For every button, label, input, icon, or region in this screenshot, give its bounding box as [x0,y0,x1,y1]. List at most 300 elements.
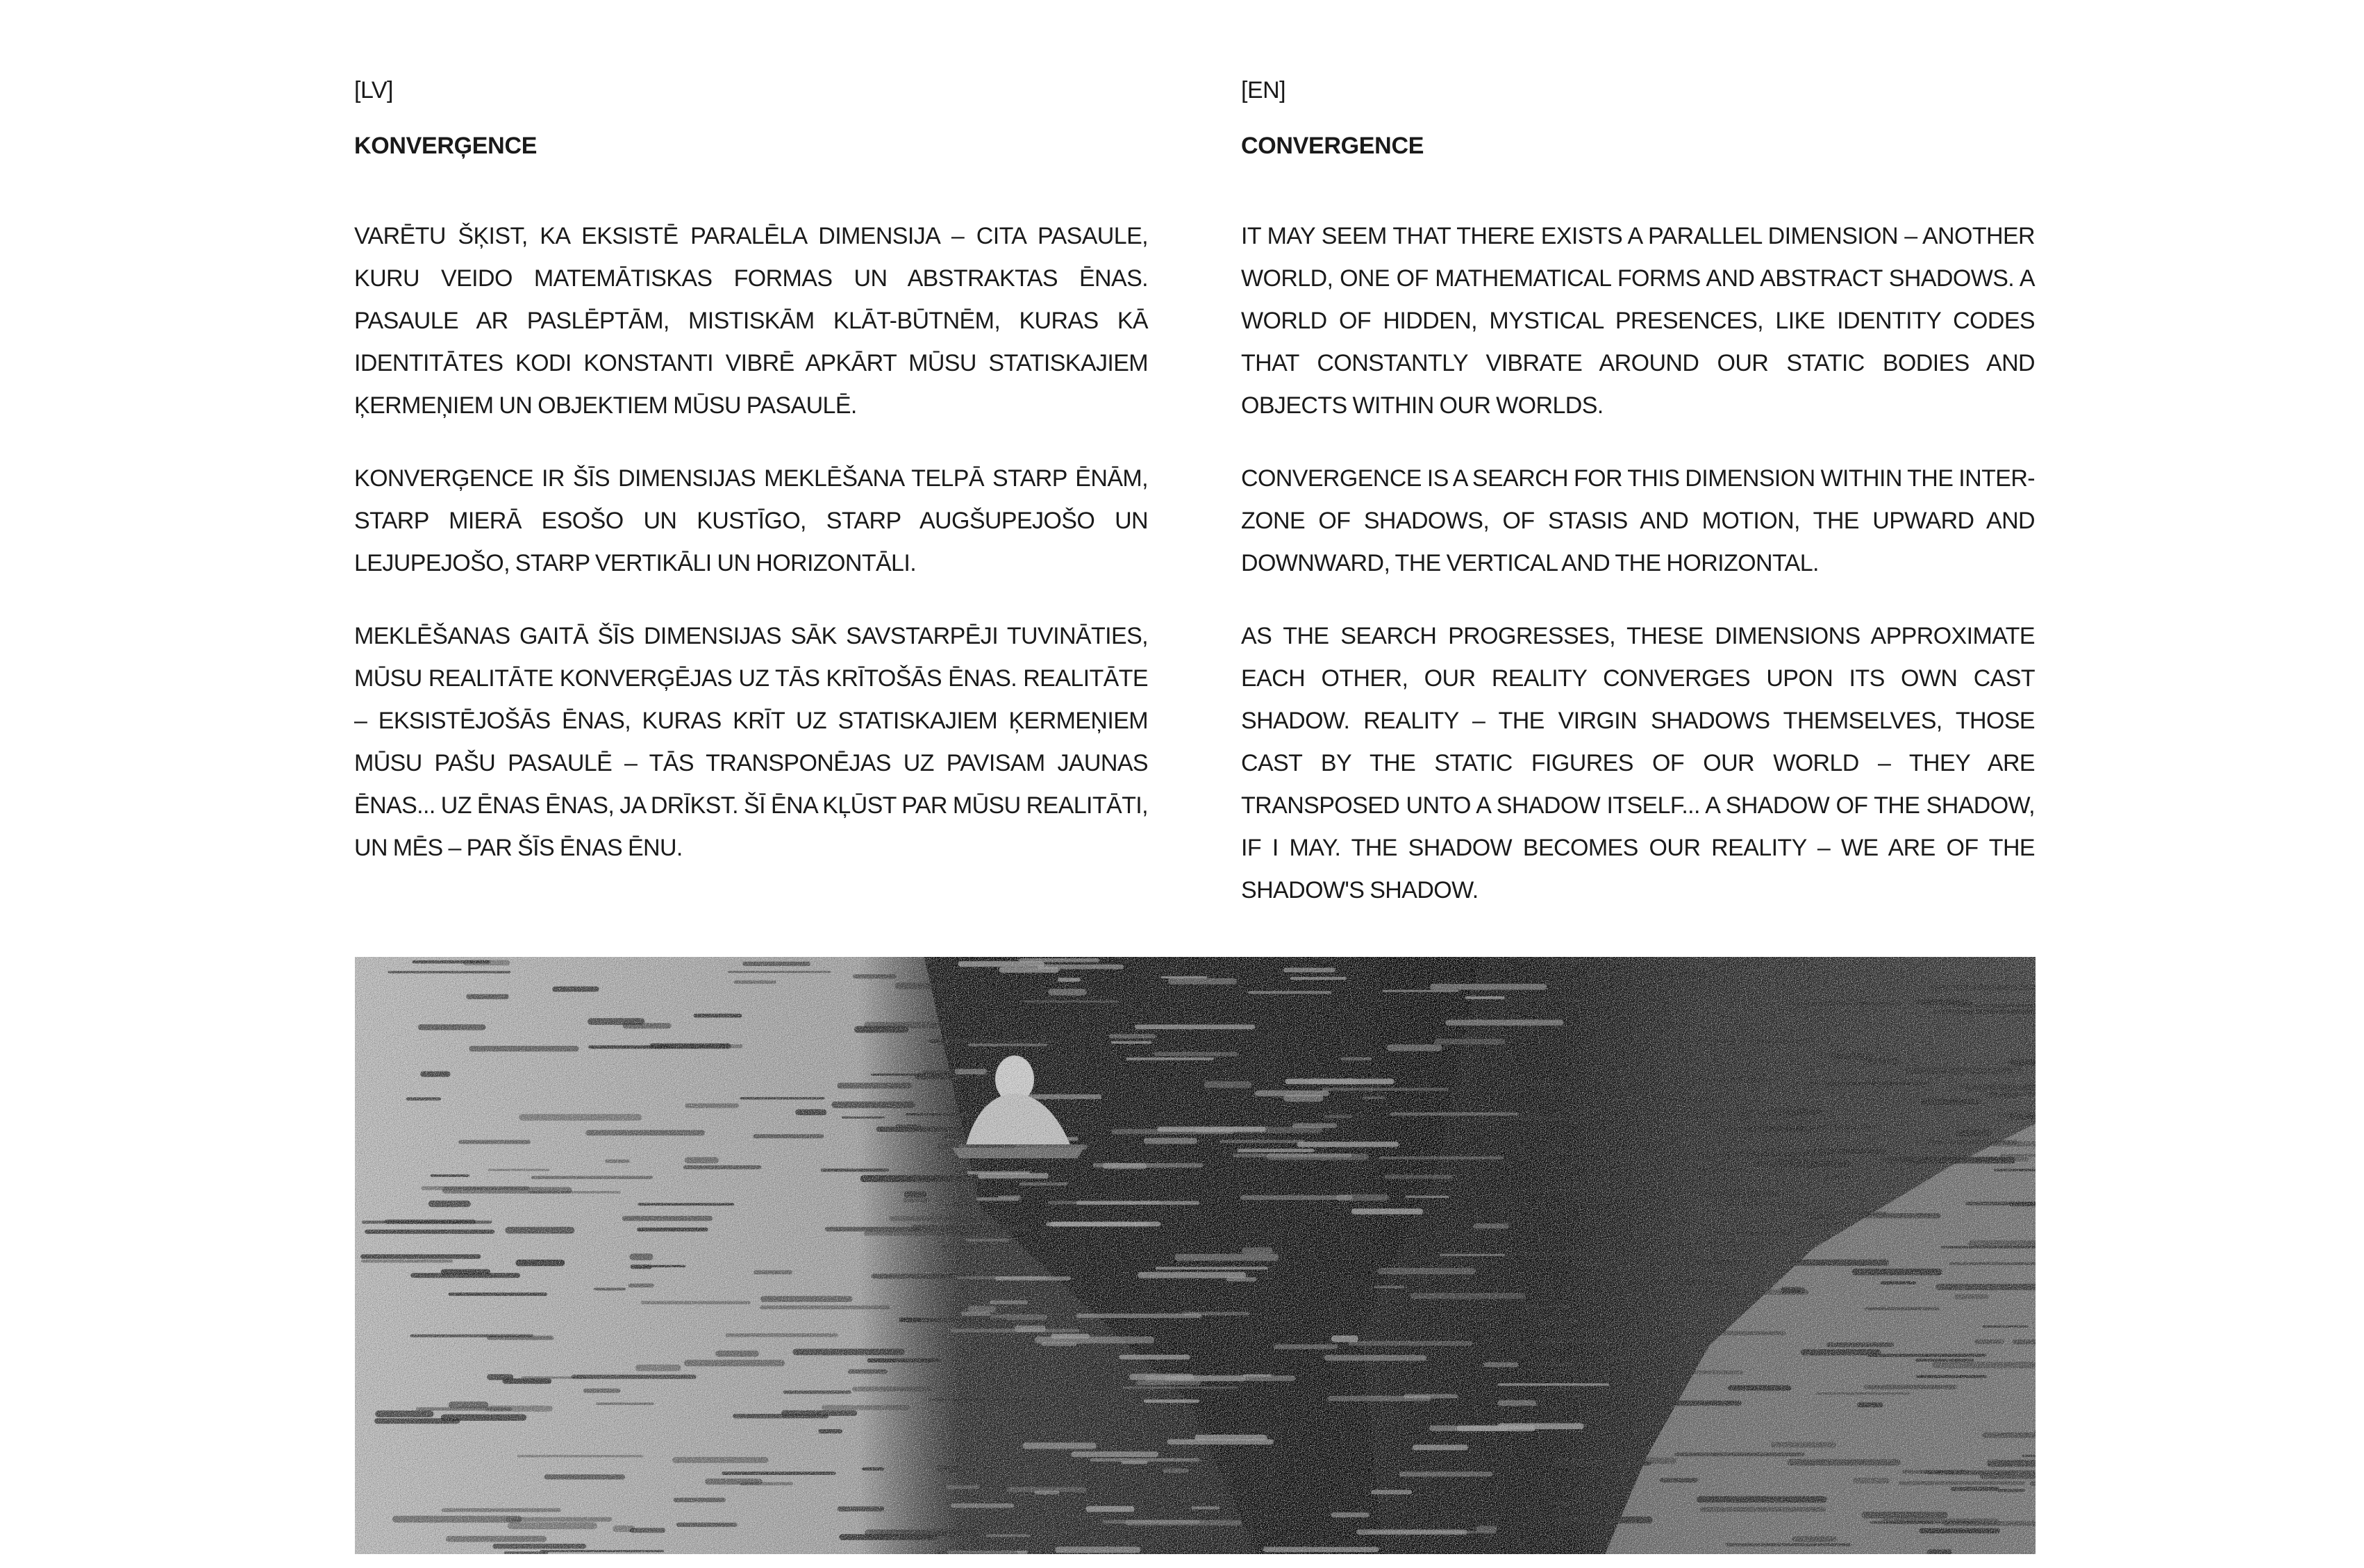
ripple-stroke [1933,1010,2036,1014]
ripple-stroke [446,1536,547,1542]
paragraph-lv-2: KONVERĢENCE IR ŠĪS DIMENSIJAS MEKLĒŠANA TELPĀ STARP ĒNĀM, STARP MIERĀ ESOŠO UN KUSTĪGO, STARP AUGŠUPEJOŠO UN LEJUPEJOŠO, STARP VERTIKĀLI UN HORIZONTĀLI. [354,465,1148,576]
ripple-stroke [365,1230,494,1234]
ripple-stroke [1690,1077,1772,1082]
ripple-stroke [1156,1267,1268,1269]
ripple-stroke [740,1482,793,1485]
ripple-stroke [1506,999,1558,1001]
ripple-stroke [1857,1403,1883,1408]
ripple-stroke [1023,1442,1097,1449]
ripple-stroke [1644,1176,1684,1181]
ripple-stroke [1283,1095,1323,1102]
ripple-stroke [1637,1260,1740,1266]
ripple-stroke [375,1410,433,1417]
photo-graphic [355,957,2036,1554]
ripple-stroke [933,1274,1019,1276]
ripple-stroke [1974,1340,2004,1344]
ripple-stroke [1915,1359,1974,1362]
ripple-stroke [676,1523,738,1527]
ripple-stroke [864,1231,992,1236]
ripple-stroke [1341,1058,1372,1061]
ripple-stroke [1864,1385,1957,1389]
ripple-stroke [1539,1319,1579,1326]
ripple-stroke [1780,1108,1822,1114]
ripple-stroke [1283,968,1335,973]
ripple-stroke [1870,1521,1933,1524]
ripple-stroke [488,1169,550,1171]
ripple-stroke [783,1390,851,1394]
ripple-stroke [1651,1401,1742,1406]
ripple-stroke [999,967,1058,973]
ripple-stroke [1606,1356,1676,1361]
ripple-stroke [1919,1528,2000,1533]
ripple-stroke [760,1306,890,1310]
ripple-stroke [449,1401,488,1408]
ripple-stroke [1731,1118,1753,1121]
ripple-stroke [1007,1487,1087,1492]
ripple-stroke [1363,1096,1386,1099]
ripple-stroke [685,1157,719,1163]
ripple-stroke [1405,1196,1449,1198]
ripple-stroke [585,1130,705,1135]
ripple-stroke [754,1270,792,1274]
ripple-stroke [1726,962,1763,968]
ripple-stroke [1801,1349,1881,1356]
ripple-stroke [645,1265,685,1267]
ripple-stroke [1554,1430,1638,1433]
ripple-stroke [1588,972,1704,978]
ripple-stroke [839,1534,938,1540]
title-en: CONVERGENCE [1241,133,1424,159]
ripple-stroke [1968,1240,2036,1246]
ripple-stroke [540,1550,664,1552]
ripple-stroke [1204,1081,1251,1088]
ripple-stroke [1649,1279,1715,1285]
ripple-stroke [1048,989,1086,995]
ripple-stroke [1413,1445,1468,1451]
ripple-stroke [728,971,831,973]
ripple-stroke [596,1403,654,1405]
ripple-stroke [588,1018,644,1025]
ripple-stroke [1109,1034,1156,1038]
ripple-stroke [1754,1040,1815,1043]
ripple-stroke [1501,1081,1563,1087]
ripple-stroke [1994,1169,2036,1171]
ripple-stroke [613,1526,635,1532]
ripple-stroke [1788,1459,1901,1465]
ripple-stroke [822,1405,910,1410]
ripple-stroke [1324,1115,1353,1119]
ripple-stroke [821,1169,889,1172]
ripple-stroke [1867,1354,1986,1358]
ripple-stroke [392,1516,522,1523]
ripple-stroke [1536,1117,1644,1121]
ripple-stroke [961,1312,990,1316]
ripple-stroke [1103,1520,1200,1524]
ripple-stroke [1852,1269,1942,1276]
ripple-stroke [506,1227,575,1234]
ripple-stroke [793,1349,905,1355]
ripple-stroke [1939,1157,2029,1161]
ripple-stroke [508,1522,597,1529]
ripple-stroke [1899,1481,2025,1485]
ripple-stroke [1019,1183,1067,1186]
ripple-stroke [1920,1099,1981,1105]
ripple-stroke [1660,1478,1699,1483]
ripple-stroke [594,1287,626,1290]
ripple-stroke [1220,1140,1305,1143]
ripple-stroke [1242,1247,1273,1254]
ripple-stroke [1399,1471,1493,1476]
ripple-stroke [684,1360,785,1366]
ripple-stroke [941,1245,990,1248]
ripple-stroke [654,1044,742,1049]
ripple-stroke [1154,1052,1238,1056]
ripple-stroke [638,1203,734,1206]
ripple-stroke [572,1375,697,1379]
ripple-stroke [1483,1362,1518,1367]
ripple-stroke [864,1022,953,1028]
ripple-stroke [742,962,810,966]
ripple-stroke [515,1260,565,1266]
ripple-stroke [685,1103,739,1108]
ripple-stroke [1351,1208,1423,1214]
ripple-stroke [1792,1536,1837,1542]
paragraph-en-1: IT MAY SEEM THAT THERE EXISTS A PARALLEL DIMENSION – ANOTHER WORLD, ONE OF MATHEMATICAL FORMS AND ABSTRACT SHADOWS. A WORLD OF HIDDEN, MYSTICAL PRESENCES, LIKE IDENTITY CODES THAT CONSTANTLY VIBRATE AROUND OUR STATIC BODIES AND OBJECTS WITHIN OUR WORLDS. [1241,223,2035,419]
ripple-stroke [420,1071,450,1077]
ripple-stroke [1927,1549,1952,1554]
ripple-stroke [519,1114,642,1121]
ripple-stroke [1322,1088,1449,1091]
ripple-stroke [1126,1058,1214,1060]
ripple-stroke [1881,1281,1916,1284]
ripple-stroke [1165,1376,1296,1381]
ripple-stroke [1980,1474,2036,1478]
ripple-stroke [1410,1293,1526,1299]
ripple-stroke [1814,1149,1887,1154]
ripple-stroke [1474,1224,1509,1228]
ripple-stroke [1775,1159,1849,1162]
ripple-stroke [1707,1232,1791,1235]
ripple-stroke [362,1221,492,1224]
ripple-stroke [485,1406,553,1412]
ripple-stroke [1135,1024,1255,1029]
ripple-stroke [1728,1385,1791,1391]
ripple-stroke [753,1134,824,1138]
ripple-stroke [418,1024,486,1030]
ripple-stroke [1826,1342,1894,1347]
ripple-stroke [1554,1330,1640,1333]
ripple-stroke [629,1283,654,1287]
ripple-stroke [1138,1272,1246,1278]
ripple-stroke [740,1097,824,1100]
english-column [1241,75,2035,912]
ripple-stroke [1445,1020,1563,1026]
ripple-stroke [825,1227,919,1232]
ripple-stroke [1111,1041,1152,1044]
ripple-stroke [1576,1261,1633,1267]
ripple-stroke [641,1301,751,1305]
latvian-column [354,75,1148,869]
ripple-stroke [998,1196,1021,1199]
ripple-stroke [1700,1507,1826,1512]
ripple-stroke [781,1410,857,1416]
ripple-stroke [1167,1440,1274,1445]
ripple-stroke [1374,1286,1404,1289]
ripple-stroke [1997,1489,2025,1492]
ripple-stroke [1041,1342,1076,1346]
ripple-stroke [936,1465,960,1472]
ripple-stroke [1349,1341,1473,1346]
ripple-stroke [1430,984,1547,990]
ripple-stroke [503,1378,552,1384]
ripple-stroke [1465,996,1505,999]
ripple-stroke [715,1351,759,1357]
ripple-stroke [374,1418,460,1424]
ripple-stroke [1384,1175,1452,1179]
ripple-stroke [1603,1097,1709,1102]
ripple-stroke [1440,1254,1505,1256]
ripple-stroke [1523,1306,1571,1308]
ripple-stroke [683,1165,761,1169]
ripple-stroke [1328,1396,1431,1401]
ripple-stroke [904,1191,927,1197]
ripple-stroke [1058,978,1081,982]
ripple-stroke [1825,1175,1853,1179]
ripple-stroke [622,1216,713,1221]
ripple-stroke [1955,1294,1989,1299]
ripple-stroke [1119,1355,1190,1360]
ripple-stroke [1586,1177,1637,1179]
ripple-stroke [1015,1326,1046,1332]
ripple-stroke [674,1498,726,1502]
ripple-stroke [1941,1246,2036,1249]
ripple-stroke [818,1429,842,1433]
ripple-stroke [1435,1039,1506,1044]
ripple-stroke [1545,1149,1604,1155]
ripple-stroke [1024,1001,1118,1003]
ripple-stroke [1816,1392,1910,1394]
ripple-stroke [1853,1478,1889,1484]
title-lv: KONVERĢENCE [354,133,538,159]
ripple-stroke [2000,1154,2036,1157]
ripple-stroke [361,1260,453,1263]
ripple-stroke [1123,1387,1238,1389]
ripple-stroke [1051,1334,1090,1339]
ripple-stroke [1924,1470,2036,1474]
ripple-stroke [672,1457,769,1463]
ripple-stroke [1554,1461,1651,1466]
ripple-stroke [1547,958,1627,964]
ripple-stroke [1168,978,1237,985]
ripple-stroke [583,1389,621,1393]
ripple-stroke [929,1399,1029,1401]
ripple-stroke [630,1253,654,1260]
ripple-stroke [1943,1521,2036,1526]
ripple-stroke [2030,1481,2036,1486]
ripple-stroke [945,1202,975,1206]
ripple-stroke [838,1506,885,1511]
ripple-stroke [957,1276,1047,1279]
ripple-stroke [1691,1331,1786,1335]
ripple-stroke [1862,1512,1948,1519]
ripple-stroke [1324,1355,1426,1360]
ripple-stroke [1248,991,1332,994]
ripple-stroke [929,1039,1056,1043]
ripple-stroke [1657,1242,1766,1246]
ripple-stroke [1631,1022,1670,1028]
ripple-stroke [1071,1451,1158,1457]
ripple-stroke [1137,1381,1201,1385]
ripple-stroke [1240,1195,1352,1200]
ripple-stroke [795,1109,826,1115]
ripple-stroke [1390,1112,1518,1116]
ripple-stroke [1513,1252,1607,1256]
ripple-stroke [1093,1163,1204,1167]
ripple-stroke [1905,1067,2022,1074]
ripple-stroke [903,1199,929,1203]
ripple-stroke [1051,1221,1160,1226]
ripple-stroke [1371,1490,1412,1494]
ripple-stroke [1429,1426,1508,1431]
ripple-stroke [1569,1108,1603,1113]
ripple-stroke [1556,981,1588,985]
ripple-stroke [1792,1223,1853,1226]
ripple-stroke [1019,958,1099,962]
ripple-stroke [726,1333,838,1337]
ripple-stroke [517,1455,644,1457]
ripple-stroke [605,1160,630,1163]
ripple-stroke [1161,976,1208,978]
ripple-stroke [410,1335,533,1337]
ripple-stroke [912,1225,1029,1231]
ripple-stroke [552,987,599,992]
ripple-stroke [1726,1543,1851,1546]
ripple-stroke [2008,1059,2036,1065]
ripple-stroke [1554,1370,1599,1374]
ripple-stroke [637,1228,708,1232]
ripple-stroke [967,1306,996,1312]
language-tag-lv: [LV] [354,77,393,103]
ripple-stroke [410,1273,520,1278]
ripple-stroke [1791,1260,1889,1266]
ripple-stroke [1651,1155,1730,1158]
ripple-stroke [986,1534,1030,1537]
ripple-stroke [1290,977,1347,980]
ripple-stroke [544,1474,626,1479]
ripple-stroke [1530,1362,1579,1366]
ripple-stroke [1936,1284,2036,1290]
ripple-stroke [1829,1053,1873,1059]
ripple-stroke [1698,1191,1779,1198]
ripple-stroke [1548,1501,1592,1505]
ripple-stroke [1929,985,2036,990]
ripple-stroke [449,1292,547,1296]
ripple-stroke [1144,1138,1197,1144]
ripple-stroke [1367,1531,1496,1533]
ripple-stroke [442,1187,572,1193]
ripple-stroke [889,1216,989,1221]
ripple-stroke [1055,1546,1140,1553]
ripple-stroke [1951,1487,2000,1491]
ripple-stroke [431,1174,469,1176]
ripple-stroke [1274,1344,1338,1349]
ripple-stroke [955,1069,988,1074]
ripple-stroke [2013,1340,2036,1344]
paragraph-en-3: AS THE SEARCH PROGRESSES, THESE DIMENSIONS APPROXIMATE EACH OTHER, OUR REALITY CONVERGES UPON ITS OWN CAST SHADOW. REALITY – THE VIRGIN SHADOWS THEMSELVES, THOSE CAST BY THE STATIC FIGURES OF OUR WORLD – THEY ARE TRANSPOSED UNTO A SHADOW ITSELF... A SHADOW OF THE SHADOW, IF I MAY. THE SHADOW BECOMES OUR REALITY – WE ARE OF THE SHADOW'S SHADOW. [1241,623,2035,903]
ripple-stroke [1085,1506,1134,1512]
ripple-stroke [1497,1383,1609,1386]
ripple-stroke [939,1002,989,1004]
ripple-stroke [760,1296,853,1302]
ripple-stroke [837,1083,912,1088]
ripple-stroke [1297,1142,1399,1147]
ripple-stroke [853,974,897,978]
ripple-stroke [1144,1399,1199,1403]
ripple-stroke [1991,1141,2036,1146]
ripple-stroke [1863,1058,1900,1065]
ripple-stroke [1959,1085,2036,1091]
ripple-stroke [1806,1217,1839,1219]
ripple-stroke [1378,1268,1476,1274]
ripple-stroke [466,994,509,999]
ripple-stroke [734,981,776,984]
ripple-stroke [635,1365,681,1371]
ripple-stroke [1716,1127,1813,1133]
ripple-stroke [1697,1496,1827,1503]
ripple-stroke [966,1239,1009,1242]
ripple-stroke [360,1254,481,1259]
ripple-stroke [1387,1044,1442,1051]
ripple-stroke [867,1358,942,1362]
ripple-stroke [1982,1433,2036,1438]
ripple-stroke [1632,1370,1743,1374]
ripple-stroke [842,1117,885,1119]
ripple-stroke [1983,1326,2029,1328]
ripple-stroke [1965,1202,2036,1206]
ripple-stroke [1174,1254,1279,1261]
ripple-stroke [1955,1130,1992,1136]
ripple-stroke [1238,1149,1315,1152]
water-swimmer-photo [355,957,2036,1554]
ripple-stroke [1090,1458,1200,1462]
ripple-stroke [1750,1161,1851,1167]
ripple-stroke [1554,1517,1652,1524]
ripple-stroke [1383,990,1459,992]
ripple-stroke [1641,1040,1763,1042]
ripple-stroke [1957,1004,2036,1008]
ripple-stroke [1715,1202,1801,1206]
ripple-stroke [1932,1362,2036,1368]
ripple-stroke [1292,1124,1337,1128]
ripple-stroke [1076,1201,1199,1205]
ripple-stroke [1267,1153,1369,1160]
ripple-stroke [1674,1453,1805,1457]
ripple-stroke [492,1544,586,1549]
ripple-stroke [388,971,511,973]
ripple-stroke [1498,1424,1584,1430]
ripple-stroke [862,1467,884,1471]
ripple-stroke [1782,1212,1888,1215]
ripple-stroke [848,1369,888,1374]
ripple-stroke [504,1551,548,1554]
ripple-stroke [1539,1388,1584,1391]
ripple-stroke [1658,1116,1714,1120]
ripple-stroke [1570,1161,1668,1164]
ripple-stroke [1163,1469,1190,1473]
ripple-stroke [458,1140,531,1144]
ripple-stroke [895,983,949,989]
ripple-stroke [1808,1082,1931,1085]
